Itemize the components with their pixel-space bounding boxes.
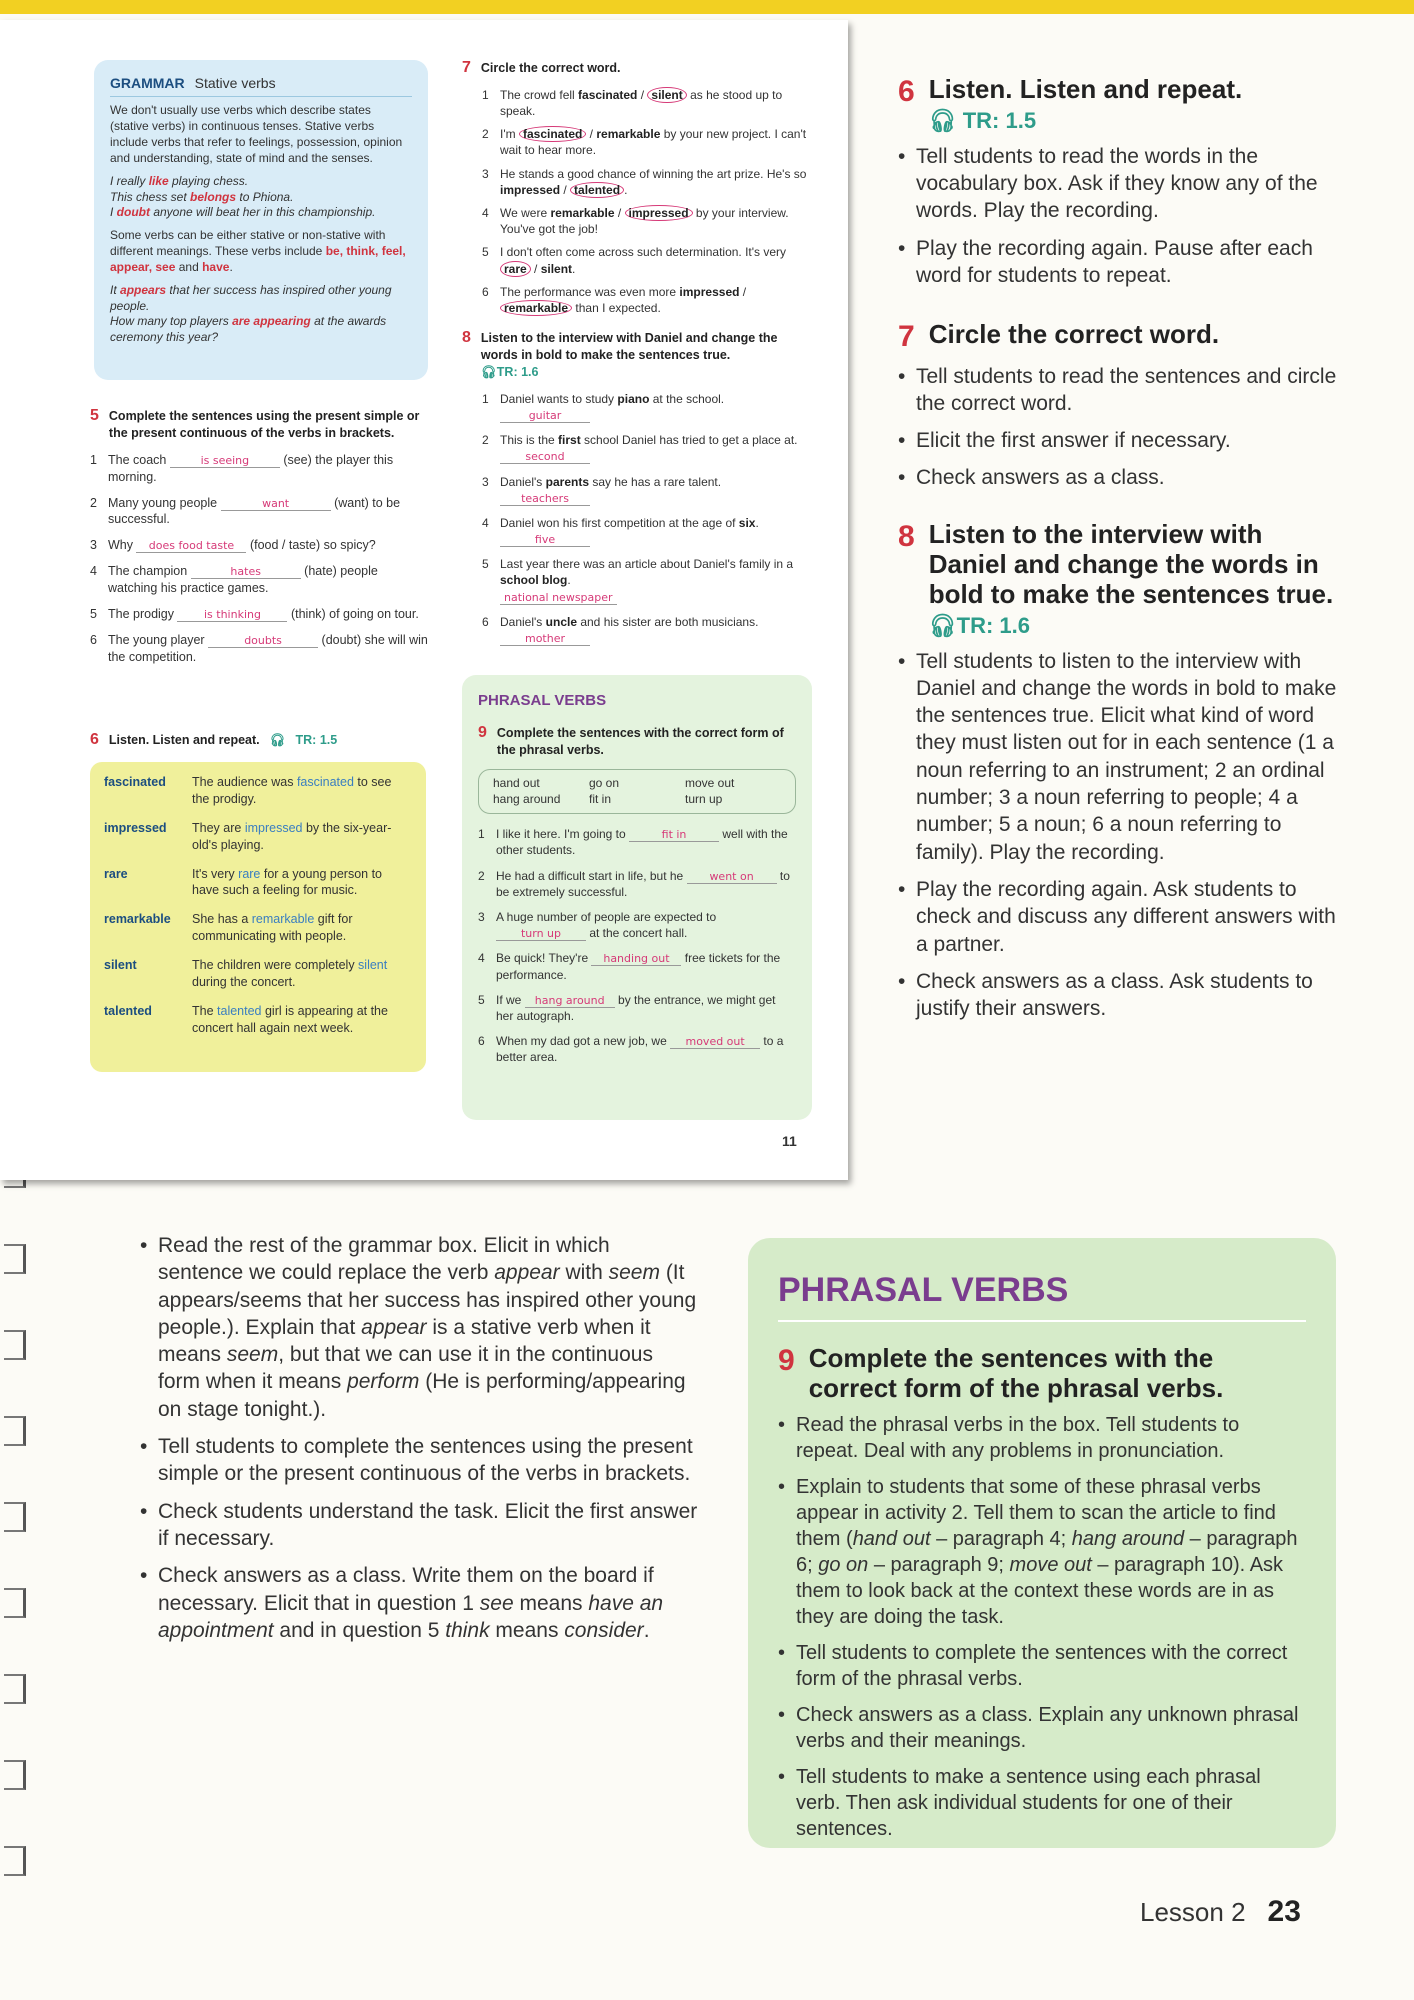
note-bullet: • Read the rest of the grammar box. Elicit in which sentence we could replace the verb appear with seem (It appears/seems that her success has inspired other young people.). Explain that appear is a stative verb when it means seem, but that we can use it in the continuous form when it means perform (He is performing/appearing on stage tonight.). [140, 1232, 700, 1423]
note-bullet: • Tell students to listen to the interview with Daniel and change the words in bold to make the sentences true. Elicit what kind of word they must listen out for in each sentence (1 a noun referring to an instrument; 2 an ordinal number; 3 a noun referring to people; 4 a number; 5 a noun; 6 a noun referring to family). Play the recording. [898, 648, 1338, 866]
item-text [108, 563, 430, 597]
page-number: 23 [1267, 1895, 1301, 1928]
vocab-row [104, 774, 412, 808]
option-1: fascinated [578, 87, 638, 102]
sentence-end: (want) to be successful. [108, 495, 401, 527]
highlighted-word: remarkable [251, 912, 315, 927]
exercise-item [478, 950, 796, 982]
exercise-5-heading: 5 Complete the sentences using the present simple or the present continuous of the verbs in brackets. [90, 407, 420, 440]
exercise-item [482, 391, 807, 423]
example-end: girl is appearing at the concert hall again next week. [192, 1003, 388, 1035]
student-page-number: 11 [782, 1133, 797, 1149]
sentence-start: A huge number of people are expected to [496, 909, 717, 924]
item-number: 5 [482, 557, 489, 572]
sentence-start: The prodigy [108, 606, 178, 621]
phrasal-verbs-heading: PHRASAL VERBS [478, 692, 607, 709]
sentence-start: The coach [108, 452, 170, 467]
item-number: 6 [478, 1034, 485, 1049]
sentence-start: Daniel won his first competition at the age of [500, 515, 739, 530]
exercise-item [90, 606, 430, 623]
item-number: 4 [478, 951, 485, 966]
vocab-example [192, 820, 412, 854]
item-number: 3 [478, 909, 485, 924]
sentence-end: to a better area. [496, 1034, 784, 1065]
exercise-item [478, 992, 796, 1024]
note-bullet: • Check answers as a class. Write them on the board if necessary. Elicit that in question 1 see means have an appointment and in question 5 think means consider. [140, 1562, 700, 1644]
sentence-end: (think) of going on tour. [287, 606, 419, 621]
exercise-item [482, 166, 807, 198]
exercise-item [90, 563, 430, 597]
grammar-label: GRAMMAR [110, 75, 185, 91]
item-text [500, 614, 758, 646]
item-number: 1 [478, 827, 485, 842]
phrasal-verb-option: go on [589, 776, 620, 790]
note-bullet: • Check students understand the task. Elicit the first answer if necessary. [140, 1498, 700, 1553]
option-2: silent [647, 87, 686, 103]
sentence-end: . [755, 515, 759, 530]
top-color-bar [0, 0, 1414, 14]
page-footer [1140, 1895, 1301, 1929]
sentence-end: by the entrance, we might get her autograph. [496, 992, 776, 1023]
sentence-end: by your interview. You've got the job! [500, 206, 789, 237]
item-text [500, 87, 807, 119]
exercise-item [478, 826, 796, 858]
item-number: 5 [90, 606, 97, 621]
separator: / [739, 284, 747, 299]
item-text [108, 495, 430, 529]
note-bullet: • Tell students to read the sentences and circle the correct word. [898, 363, 1338, 418]
vocab-row [104, 957, 412, 991]
separator: / [560, 182, 571, 197]
notes-section-6 [898, 75, 1338, 299]
bold-word: parents [545, 474, 590, 489]
sentence-end: than I expected. [572, 300, 661, 315]
answer: guitar [500, 410, 590, 423]
grammar-examples-2: It appears that her success has inspired other young people. How many top players are appearing at the awards ceremony this year? [110, 282, 392, 345]
headphones-icon: 🎧︎ [928, 612, 957, 638]
sentence-end: to be extremely successful. [496, 868, 790, 899]
example-end: gift for communicating with people. [192, 912, 353, 944]
exercise-item [482, 87, 807, 119]
separator: / [586, 127, 597, 142]
option-2: remarkable [500, 300, 572, 316]
phrasal-verb-option: hand out [493, 776, 540, 790]
item-number: 2 [478, 868, 485, 883]
option-1: impressed [679, 284, 740, 299]
vocab-word: rare [104, 866, 128, 881]
item-text [500, 166, 807, 198]
item-text [496, 868, 796, 900]
exercise-item [482, 556, 807, 605]
vocab-example [192, 774, 412, 808]
separator: / [614, 206, 625, 220]
lesson-label: Lesson 2 [1140, 1897, 1246, 1927]
notes-section-7 [898, 320, 1338, 502]
sentence-end: (see) the player this morning. [108, 452, 394, 484]
vocab-row [104, 866, 412, 900]
answer: national newspaper [500, 592, 617, 605]
sentence-start: Daniel's [500, 474, 546, 489]
spiral-ring [4, 1846, 26, 1876]
vocab-word: talented [104, 1003, 152, 1018]
sentence-start: The crowd fell [500, 87, 579, 102]
headphones-icon: 🎧︎ [269, 733, 286, 747]
answer: is seeing [170, 455, 280, 468]
spiral-ring [4, 1588, 26, 1618]
phrasal-verb-option: move out [685, 776, 735, 790]
item-number: 1 [482, 87, 489, 102]
item-number: 4 [90, 564, 97, 579]
exercise-item [482, 474, 807, 506]
answer: mother [500, 633, 590, 646]
option-1: rare [500, 261, 531, 277]
bold-word: six [738, 515, 756, 530]
vocab-word: impressed [104, 820, 167, 835]
phrasal-verbs-notes-box [748, 1238, 1336, 1848]
sentence-start: The champion [108, 564, 191, 579]
spiral-ring [4, 1416, 26, 1446]
highlighted-word: impressed [244, 820, 303, 835]
highlighted-word: fascinated [296, 775, 354, 789]
note-bullet: • Tell students to complete the sentences using the present simple or the present continuous of the verbs in brackets. [140, 1433, 700, 1488]
sentence-end: as he stood up to speak. [500, 87, 783, 119]
sentence-start: Daniel's [500, 614, 546, 629]
exercise-item [478, 909, 796, 941]
example-start: She has a [192, 912, 252, 927]
note-bullet: • Check answers as a class. Ask students to justify their answers. [898, 968, 1338, 1023]
answer: want [221, 498, 331, 511]
item-text [108, 606, 419, 623]
grammar-paragraph: We don't usually use verbs which describe states (stative verbs) in continuous tenses. Stative verbs include verbs that refer to feelings, possession, opinion and understanding, state of mind and the senses. [110, 103, 403, 165]
item-number: 2 [482, 433, 489, 448]
vocab-word: fascinated [104, 775, 166, 789]
vocab-example [192, 866, 412, 900]
answer: fit in [629, 829, 719, 842]
item-number: 2 [90, 495, 97, 510]
item-text [500, 205, 807, 237]
item-number: 4 [482, 206, 489, 220]
exercise-item [90, 495, 430, 529]
note-bullet: • Explain to students that some of these phrasal verbs appear in activity 2. Tell them to scan the article to find them (hand out – paragraph 4; hang around – paragraph 6; go on – paragraph 9; move out – paragraph 10). Ask them to look back at the context these words are in as they are doing the task. [778, 1474, 1306, 1630]
section-8-heading: 8 Listen to the interview with Daniel and change the words in bold to make the sentences true. 🎧︎TR: 1.6 [898, 519, 1334, 638]
section-6-heading: 6 Listen. Listen and repeat. 🎧︎ TR: 1.5 [898, 74, 1243, 133]
vocab-row [104, 820, 412, 854]
note-bullet: • Check answers as a class. Explain any unknown phrasal verbs and their meanings. [778, 1702, 1306, 1754]
item-number: 3 [482, 166, 489, 181]
note-bullet: • Tell students to complete the sentences with the correct form of the phrasal verbs. [778, 1640, 1306, 1692]
example-end: during the concert. [192, 974, 296, 989]
phrasal-verb-option: hang around [493, 791, 561, 806]
vocab-word: remarkable [104, 912, 171, 927]
item-text [500, 244, 807, 276]
option-2: silent [540, 261, 573, 276]
notes-section-8 [898, 520, 1338, 1032]
grammar-examples: I really like playing chess. This chess set belongs to Phiona. I doubt anyone will beat her in this championship. [110, 173, 376, 220]
sentence-start: Last year there was an article about Daniel's family in a [500, 557, 794, 572]
example-start: It's very [192, 866, 239, 881]
example-start: The audience was [192, 775, 297, 789]
sentence-end: (hate) people watching his practice games. [108, 564, 378, 595]
vocab-example [192, 957, 412, 991]
sentence-end: . [567, 573, 571, 588]
item-text [500, 391, 724, 423]
item-number: 3 [482, 474, 489, 489]
highlighted-word: talented [217, 1003, 262, 1018]
item-text [500, 284, 807, 316]
notes-grammar-section [140, 1232, 700, 1654]
item-text [496, 992, 796, 1024]
exercise-item [90, 632, 430, 666]
note-bullet: • Play the recording again. Pause after each word for students to repeat. [898, 235, 1338, 290]
exercise-item [482, 126, 807, 158]
answer: hang around [525, 995, 615, 1008]
vocab-row [104, 1003, 412, 1037]
spiral-ring [4, 1760, 26, 1790]
exercise-5 [90, 408, 430, 675]
option-1: impressed [500, 182, 561, 197]
answer: five [500, 534, 590, 547]
sentence-start: We were [500, 206, 551, 220]
sentence-end: by your new project. I can't wait to hear more. [500, 127, 807, 158]
item-text [108, 632, 430, 666]
item-text [108, 537, 376, 554]
item-text [500, 556, 807, 605]
exercise-item [482, 244, 807, 276]
exercise-item [90, 452, 430, 486]
sentence-end: (food / taste) so spicy? [246, 538, 376, 553]
sentence-end: . [572, 261, 576, 276]
sentence-start: The performance was even more [500, 284, 680, 299]
example-end: by the six-year-old's playing. [192, 820, 392, 852]
exercise-item [482, 515, 807, 547]
exercise-item [482, 284, 807, 316]
vocab-word: silent [104, 958, 137, 972]
answer: second [500, 451, 590, 464]
sentence-end: say he has a rare talent. [589, 474, 722, 489]
sentence-start: He had a difficult start in life, but he [496, 868, 687, 883]
example-start: The [192, 1003, 218, 1018]
bold-word: school blog [500, 573, 568, 588]
answer: moved out [670, 1036, 760, 1049]
separator: / [637, 87, 648, 102]
vocab-example [192, 911, 412, 945]
exercise-8-heading: 8 Listen to the interview with Daniel and change the words in bold to make the sentences true. 🎧︎TR: 1.6 [462, 329, 778, 379]
bold-word: uncle [545, 614, 577, 629]
item-number: 6 [482, 614, 489, 629]
exercise-7 [462, 60, 807, 655]
option-2: impressed [625, 205, 693, 221]
headphones-icon: 🎧︎ [480, 364, 497, 379]
exercise-9-heading: 9 Complete the sentences with the correct form of the phrasal verbs. [478, 724, 784, 758]
phrasal-verb-word-box [478, 769, 796, 814]
sentence-end: well with the other students. [496, 827, 788, 858]
phrasal-verb-option: fit in [589, 791, 612, 806]
sentence-start: I like it here. I'm going to [496, 827, 630, 842]
sentence-start: He stands a good chance of winning the art prize. He's so [500, 166, 807, 181]
sentence-start: When my dad got a new job, we [496, 1034, 671, 1049]
bold-word: piano [617, 391, 650, 406]
highlighted-word: rare [238, 866, 261, 881]
item-number: 1 [90, 452, 97, 467]
sentence-end: free tickets for the performance. [496, 951, 781, 982]
note-bullet: • Read the phrasal verbs in the box. Tell students to repeat. Deal with any problems in pronunciation. [778, 1412, 1306, 1464]
item-text [496, 826, 796, 858]
sentence-end: . [624, 182, 628, 197]
answer: is thinking [177, 609, 287, 622]
section-9-heading: 9 Complete the sentences with the correct form of the phrasal verbs. [778, 1343, 1224, 1404]
sentence-start: Why [108, 538, 137, 553]
vocab-row [104, 911, 412, 945]
answer: went on [687, 871, 777, 884]
spiral-ring [4, 1502, 26, 1532]
phrasal-verb-option: turn up [685, 791, 723, 806]
phrasal-verbs-notes-heading: PHRASAL VERBS [778, 1268, 1306, 1322]
example-start: The children were completely [192, 958, 359, 972]
option-2: remarkable [596, 127, 661, 142]
item-number: 6 [90, 632, 97, 647]
spiral-ring [4, 1244, 26, 1274]
grammar-paragraph-2: Some verbs can be either stative or non-stative with different meanings. These verbs include be, think, feel, appear, see and have. [110, 228, 406, 274]
item-text [500, 474, 721, 506]
answer: teachers [500, 493, 590, 506]
item-number: 1 [482, 391, 489, 406]
student-book-page [0, 20, 848, 1180]
phrasal-verbs-box [462, 675, 812, 1120]
example-end: for a young person to have such a feeling for music. [192, 866, 382, 898]
item-text [496, 909, 796, 941]
item-number: 5 [478, 992, 485, 1007]
sentence-start: If we [496, 992, 525, 1007]
spiral-ring [4, 1330, 26, 1360]
exercise-7-heading: 7 Circle the correct word. [462, 59, 621, 76]
option-1: fascinated [519, 126, 586, 142]
headphones-icon: 🎧︎ [928, 107, 963, 133]
note-bullet: • Check answers as a class. [898, 464, 1338, 491]
exercise-6-heading: 6 Listen. Listen and repeat. 🎧︎ TR: 1.5 [90, 731, 338, 748]
sentence-start: Daniel wants to study [500, 391, 618, 406]
sentence-end: school Daniel has tried to get a place at. [580, 433, 798, 448]
sentence-start: I don't often come across such determination. It's very [500, 245, 787, 260]
sentence-end: and his sister are both musicians. [577, 614, 759, 629]
sentence-start: The young player [108, 632, 209, 647]
bold-word: first [558, 433, 581, 448]
item-text [500, 432, 798, 464]
answer: doubts [208, 635, 318, 648]
sentence-end: (doubt) she will win the competition. [108, 632, 428, 664]
spiral-ring [4, 1674, 26, 1704]
answer: turn up [496, 928, 586, 941]
section-7-heading: 7 Circle the correct word. [898, 319, 1220, 353]
exercise-item [90, 537, 430, 554]
item-number: 5 [482, 245, 489, 260]
item-text [496, 1033, 796, 1065]
item-text [496, 950, 796, 982]
note-bullet: • Play the recording again. Ask students to check and discuss any different answers with a partner. [898, 876, 1338, 958]
option-2: talented [570, 182, 624, 198]
item-number: 6 [482, 284, 489, 299]
item-number: 3 [90, 538, 97, 553]
grammar-heading [110, 74, 412, 97]
item-number: 4 [482, 515, 489, 530]
example-end: to see the prodigy. [192, 775, 392, 806]
item-number: 2 [482, 127, 489, 142]
exercise-item [482, 432, 807, 464]
vocab-example [192, 1003, 412, 1037]
exercise-item [478, 868, 796, 900]
exercise-item [482, 614, 807, 646]
answer: handing out [591, 953, 681, 966]
exercise-item [478, 1033, 796, 1065]
exercise-item [482, 205, 807, 237]
highlighted-word: silent [358, 958, 388, 972]
item-text [500, 515, 759, 547]
sentence-end: at the school. [649, 391, 725, 406]
item-text [108, 452, 430, 486]
answer: hates [191, 566, 301, 579]
note-bullet: • Elicit the first answer if necessary. [898, 427, 1338, 454]
option-1: remarkable [550, 206, 615, 220]
separator: / [530, 261, 541, 276]
note-bullet: • Tell students to read the words in the vocabulary box. Ask if they know any of the words. Play the recording. [898, 143, 1338, 225]
example-start: They are [192, 820, 245, 835]
grammar-title: Stative verbs [194, 75, 276, 91]
vocabulary-box [90, 762, 426, 1072]
sentence-end: at the concert hall. [586, 926, 688, 941]
sentence-start: I'm [500, 127, 519, 142]
sentence-start: Be quick! They're [496, 951, 592, 966]
answer: does food taste [136, 540, 246, 553]
sentence-start: This is the [500, 433, 559, 448]
sentence-start: Many young people [108, 495, 221, 510]
item-text [500, 126, 807, 158]
note-bullet: • Tell students to make a sentence using each phrasal verb. Then ask individual students for one of their sentences. [778, 1764, 1306, 1842]
grammar-box [94, 60, 428, 380]
